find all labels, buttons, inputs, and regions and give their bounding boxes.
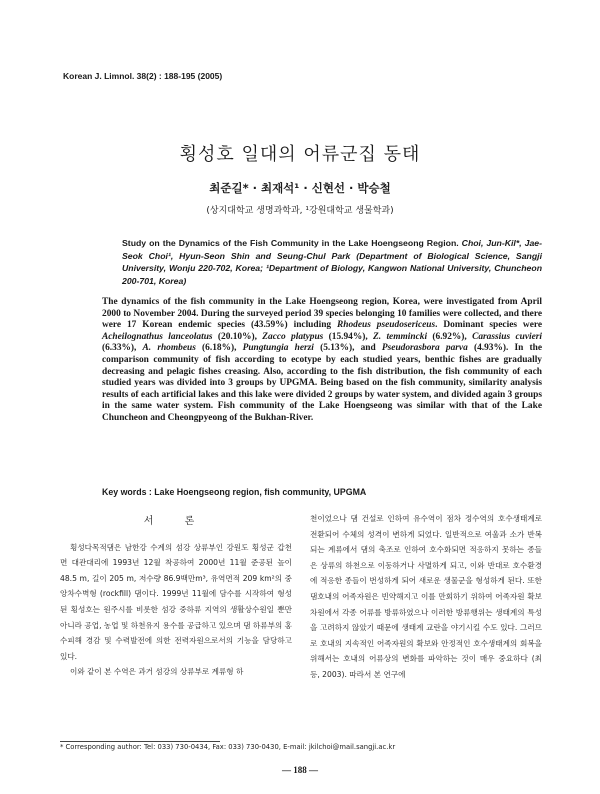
journal-reference: Korean J. Limnol. 38(2) : 188-195 (2005) [63,71,223,81]
species-name: Pseudorasbora parva [381,343,468,354]
english-affiliation-1: (Department of Biological Science, Sangji University, Wonju 220-702, Korea; [122,250,542,274]
keywords: Key words : Lake Hoengseong region, fish community, UPGMA [102,487,367,497]
abstract-text: The dynamics of the fish community in the Lake Hoengseong region, Korea, were investigated from April 2000 to November 2004. During the surveyed period 39 species belonging 10 families were collected, and there were 17 Korean endemic species (43.59%) including [102,297,542,331]
abstract-value: (15.94%), [328,331,368,342]
english-authors: Choi, Jun-Kil*, Jae-Seok Choi¹, Hyun-Seon Shin and Seung-Chul Park [122,238,542,261]
species-name: Pungtungia herzi [242,343,314,354]
abstract-value: (6.18%), [202,343,237,354]
english-title-block [122,237,542,288]
body-paragraph: 횡성다목적댐은 남한강 수계의 섬강 상류부인 강원도 횡성군 갑천면 대관대리에 1993년 12월 착공하여 2000년 11월 준공된 높이 48.5 m, 길이 205 m, 저수량 86.9백만m³, 유역면적 209 km²의 중앙차수벽형 (rockfill) 댐이다. 1999년 11월에 담수를 시작하여 형성된 횡성호는 원주시를 비롯한 섬강 중하류 지역의 생활상수원일 뿐만 아니라 공업, 농업 및 하천유지 용수를 공급하고 있으며 댐 하류부의 홍수피해 경감 및 수력발전에 의한 전력자원으로서의 기능을 담당하고 있다. [60,542,292,661]
section-heading: 서 론 [143,516,209,527]
body-paragraph: 천이었으나 댐 건설로 인하여 유수역이 점차 정수역의 호수생태계로 전환되어 수체의 성격이 변하게 되었다. 일반적으로 여울과 소가 반복되는 계류에서 댐의 축조로 인하여 호수화되면 적응하지 못하는 종들은 상류의 하천으로 이동하거나 사멸하게 되고, 이와 반대로 호수환경에 적응한 종들이 번성하게 되어 새로운 생물군을 형성하게 된다. 또한 댐호내의 어족자원은 빈약해지고 이를 만회하기 위하여 어족자원 확보 차원에서 각종 어류를 방류하였으나 이러한 방류행위는 생태계의 특성을 고려하지 않았기 때문에 생태계 교란을 야기시킬 수도 있다. 그러므로 호내의 지속적인 어족자원의 확보와 안정적인 호수생태계의 회복을 위해서는 호내의 어류상의 변화를 파악하는 것이 매우 중요하다 (최 등, 2003). 따라서 본 연구에 [310,514,542,679]
species-name: Zacco platypus [262,331,324,342]
page-number: — 188 — [282,765,318,775]
species-name: A. rhombeus [142,343,196,354]
authors-korean: 최준길* · 최재석¹ · 신현선 · 박승철 [209,181,391,195]
abstract-text: . Dominant species were [435,320,543,331]
species-name: Acheilognathus lanceolatus [102,331,213,342]
footnote: * Corresponding author: Tel: 033) 730-0434, Fax: 033) 730-0430, E-mail: jkilchoi@mail.sangji.ac.kr [60,743,396,751]
paper-title-korean: 횡성호 일대의 어류군집 동태 [179,144,421,165]
body-column-left [60,514,292,680]
species-name: Carassius cuvieri [472,331,543,342]
english-title: Study on the Dynamics of the Fish Community in the Lake Hoengseong Region. [122,238,459,248]
abstract-value: (20.10%), [217,331,257,342]
abstract [102,297,542,425]
footnote-rule [60,741,220,742]
body-paragraph: 이와 같이 본 수역은 과거 섬강의 상류부로 계류형 하 [70,667,244,677]
abstract-value: (5.13%), and [320,343,376,354]
abstract-value: (6.33%), [102,343,137,354]
species-name: Rhodeus pseudosericeus [337,320,436,331]
english-affiliation-2: ¹Department of Biology, Kangwon National University, Chuncheon 200-701, Korea) [122,263,543,287]
abstract-value: (6.92%), [432,331,467,342]
affiliation-korean: (상지대학교 생명과학과, ¹강원대학교 생물학과) [206,206,394,216]
species-name: Z. temmincki [373,331,428,342]
abstract-text: (4.93%). In the comparison community of fish according to ecotype by each studied years, benthic fishes are gradually decreasing and pelagic fishes creasing. Also, according to the fish distribution, the fish community of each studied years was divided into 3 groups by UPGMA. Being based on the fish community, similarity analysis results of each artificial lakes and this lake were divided 2 groups by water system, and divided again 3 groups in the same water system. Fish community of the Lake Hoengseong was similar with that of the Lake Chuncheon and Cheongpyeong of the Bukhan-River. [102,343,543,423]
body-column-right [310,511,542,683]
